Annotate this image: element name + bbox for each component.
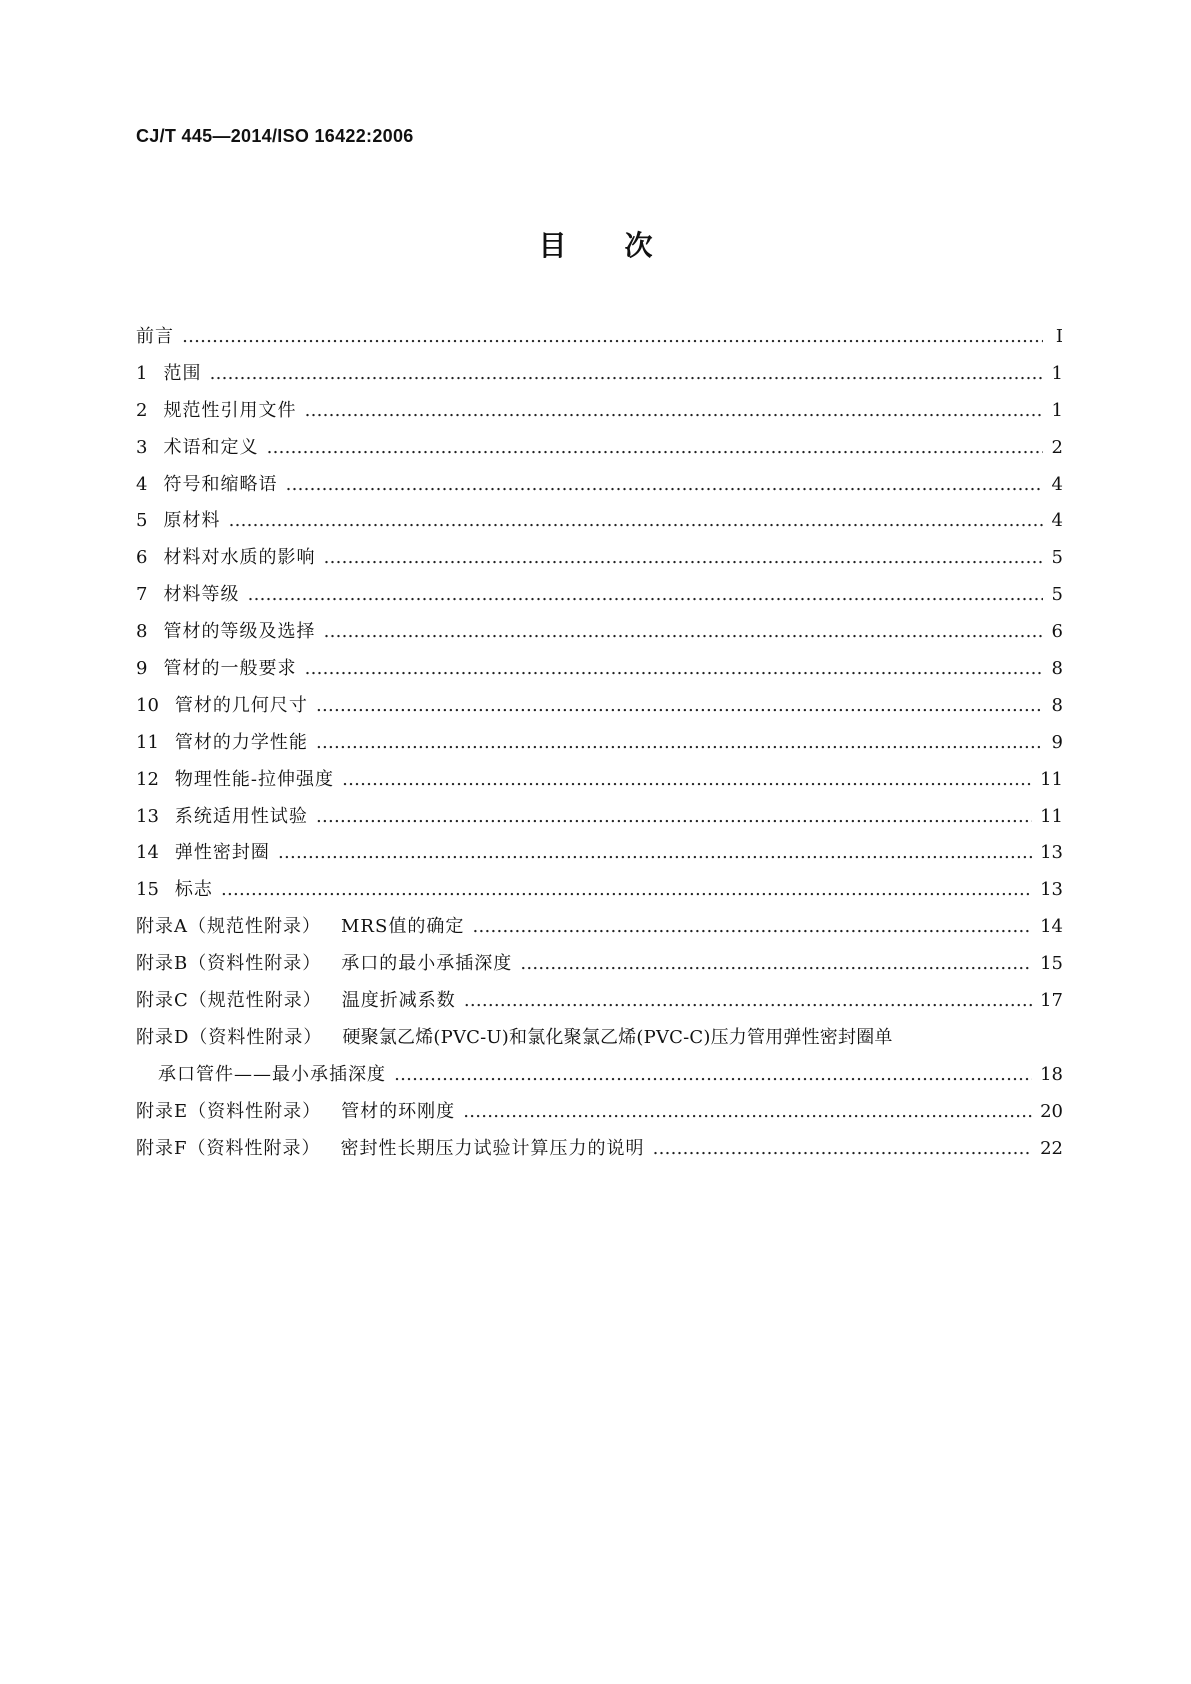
toc-entry-number: 4 [136,473,148,495]
table-of-contents [136,322,1063,1170]
appendix-prefix: 附录A（规范性附录） [136,916,321,938]
toc-entry-label: 密封性长期压力试验计算压力的说明 [340,1137,645,1159]
toc-entry-1[interactable] [136,359,1063,396]
toc-entry-number: 15 [136,879,159,901]
toc-entry-label: 承口的最小承插深度 [341,953,513,975]
toc-entry-label: 规范性引用文件 [163,399,297,421]
document-code: CJ/T 445—2014/ISO 16422:2006 [136,126,414,146]
dot-leader [285,474,1043,495]
appendix-prefix: 附录F（资料性附录） [136,1137,321,1159]
dot-leader [247,584,1043,605]
dot-leader [182,326,1043,347]
toc-entry-4[interactable] [136,470,1063,507]
toc-entry-13[interactable] [136,802,1063,839]
toc-entry-label: 符号和缩略语 [163,473,278,495]
toc-entry-page: 13 [1040,842,1063,864]
toc-entry-9[interactable] [136,654,1063,691]
dot-leader [304,400,1043,421]
toc-entry-page: 11 [1040,768,1063,790]
toc-entry-label: 术语和定义 [163,436,259,458]
toc-entry-number: 13 [136,805,159,827]
page-title: 目次 [538,229,711,262]
toc-entry-number: 1 [136,362,148,384]
toc-entry-number: 5 [136,510,148,532]
toc-entry-appendix-d[interactable] [136,1023,1063,1060]
toc-entry-number: 11 [136,731,159,753]
dot-leader [520,953,1032,974]
toc-entry-page: 17 [1040,990,1063,1012]
toc-entry-5[interactable] [136,506,1063,543]
toc-entry-page: 1 [1051,362,1063,384]
toc-entry-number: 10 [136,694,159,716]
toc-entry-label: 原材料 [163,510,221,532]
toc-entry-appendix-a[interactable] [136,912,1063,949]
toc-entry-appendix-c[interactable] [136,986,1063,1023]
appendix-prefix: 附录E（资料性附录） [136,1100,322,1122]
toc-entry-page: 4 [1051,510,1063,532]
toc-entry-8[interactable] [136,617,1063,654]
dot-leader [394,1064,1032,1085]
toc-entry-label: 标志 [174,879,213,901]
toc-entry-label: 温度折减系数 [341,990,456,1012]
appendix-prefix: 附录C（规范性附录） [136,990,322,1012]
toc-entry-label: 管材的等级及选择 [163,621,316,643]
dot-leader [464,990,1032,1011]
toc-entry-10[interactable] [136,691,1063,728]
toc-entry-appendix-b[interactable] [136,949,1063,986]
toc-entry-page: 8 [1051,694,1063,716]
dot-leader [463,1101,1032,1122]
toc-entry-label: 弹性密封圈 [174,842,270,864]
appendix-prefix: 附录B（资料性附录） [136,953,322,975]
toc-entry-label: 系统适用性试验 [174,805,308,827]
toc-entry-6[interactable] [136,543,1063,580]
toc-entry-11[interactable] [136,728,1063,765]
toc-entry-number: 3 [136,436,148,458]
toc-entry-number: 14 [136,842,159,864]
dot-leader [228,510,1043,531]
dot-leader [221,879,1032,900]
dot-leader [278,842,1032,863]
toc-entry-page: 11 [1040,805,1063,827]
toc-entry-label: 材料等级 [163,584,240,606]
toc-entry-number: 6 [136,547,148,569]
toc-entry-page: 1 [1051,399,1063,421]
dot-leader [323,621,1043,642]
toc-entry-appendix-f[interactable] [136,1134,1063,1171]
toc-entry-15[interactable] [136,875,1063,912]
dot-leader [316,806,1032,827]
toc-entry-7[interactable] [136,580,1063,617]
toc-entry-12[interactable] [136,765,1063,802]
toc-entry-number: 7 [136,584,148,606]
dot-leader [209,363,1043,384]
toc-entry-label-continued: 承口管件——最小承插深度 [158,1063,386,1085]
toc-entry-label: 前言 [136,326,174,347]
dot-leader [304,658,1043,679]
dot-leader [316,732,1043,753]
toc-entry-number: 2 [136,399,148,421]
toc-entry-page: 22 [1040,1137,1063,1159]
toc-entry-label: MRS值的确定 [341,916,465,938]
toc-entry-14[interactable] [136,838,1063,875]
toc-entry-page: Ⅰ [1055,326,1063,347]
toc-entry-label: 材料对水质的影响 [163,547,316,569]
toc-entry-page: 9 [1051,731,1063,753]
dot-leader [653,1138,1033,1159]
toc-entry-label: 管材的环刚度 [341,1100,456,1122]
toc-entry-number: 9 [136,658,148,680]
toc-entry-appendix-e[interactable] [136,1097,1063,1134]
toc-entry-page: 8 [1051,658,1063,680]
toc-entry-label: 管材的力学性能 [174,731,308,753]
toc-entry-page: 4 [1051,473,1063,495]
toc-entry-page: 13 [1040,879,1063,901]
toc-entry-appendix-d-continued[interactable] [136,1060,1063,1097]
dot-leader [316,695,1043,716]
toc-entry-3[interactable] [136,433,1063,470]
toc-entry-label: 管材的一般要求 [163,658,297,680]
toc-entry-label: 管材的几何尺寸 [174,694,308,716]
toc-entry-number: 12 [136,768,159,790]
dot-leader [472,916,1032,937]
toc-entry-page: 18 [1040,1063,1063,1085]
toc-entry-label: 范围 [163,362,202,384]
toc-entry-page: 15 [1040,953,1063,975]
toc-entry-page: 2 [1051,436,1063,458]
toc-entry-page: 5 [1051,584,1063,606]
dot-leader [266,437,1043,458]
dot-leader [342,769,1032,790]
toc-entry-label: 硬聚氯乙烯(PVC-U)和氯化聚氯乙烯(PVC-C)压力管用弹性密封圈单 [342,1026,893,1048]
appendix-prefix: 附录D（资料性附录） [136,1026,323,1048]
toc-entry-page: 20 [1040,1100,1063,1122]
toc-entry-page: 5 [1051,547,1063,569]
dot-leader [323,547,1043,568]
toc-entry-2[interactable] [136,396,1063,433]
toc-entry-label: 物理性能-拉伸强度 [174,768,334,790]
toc-entry-foreword[interactable] [136,322,1063,359]
toc-entry-number: 8 [136,621,148,643]
toc-entry-page: 6 [1051,621,1063,643]
toc-entry-page: 14 [1040,916,1063,938]
